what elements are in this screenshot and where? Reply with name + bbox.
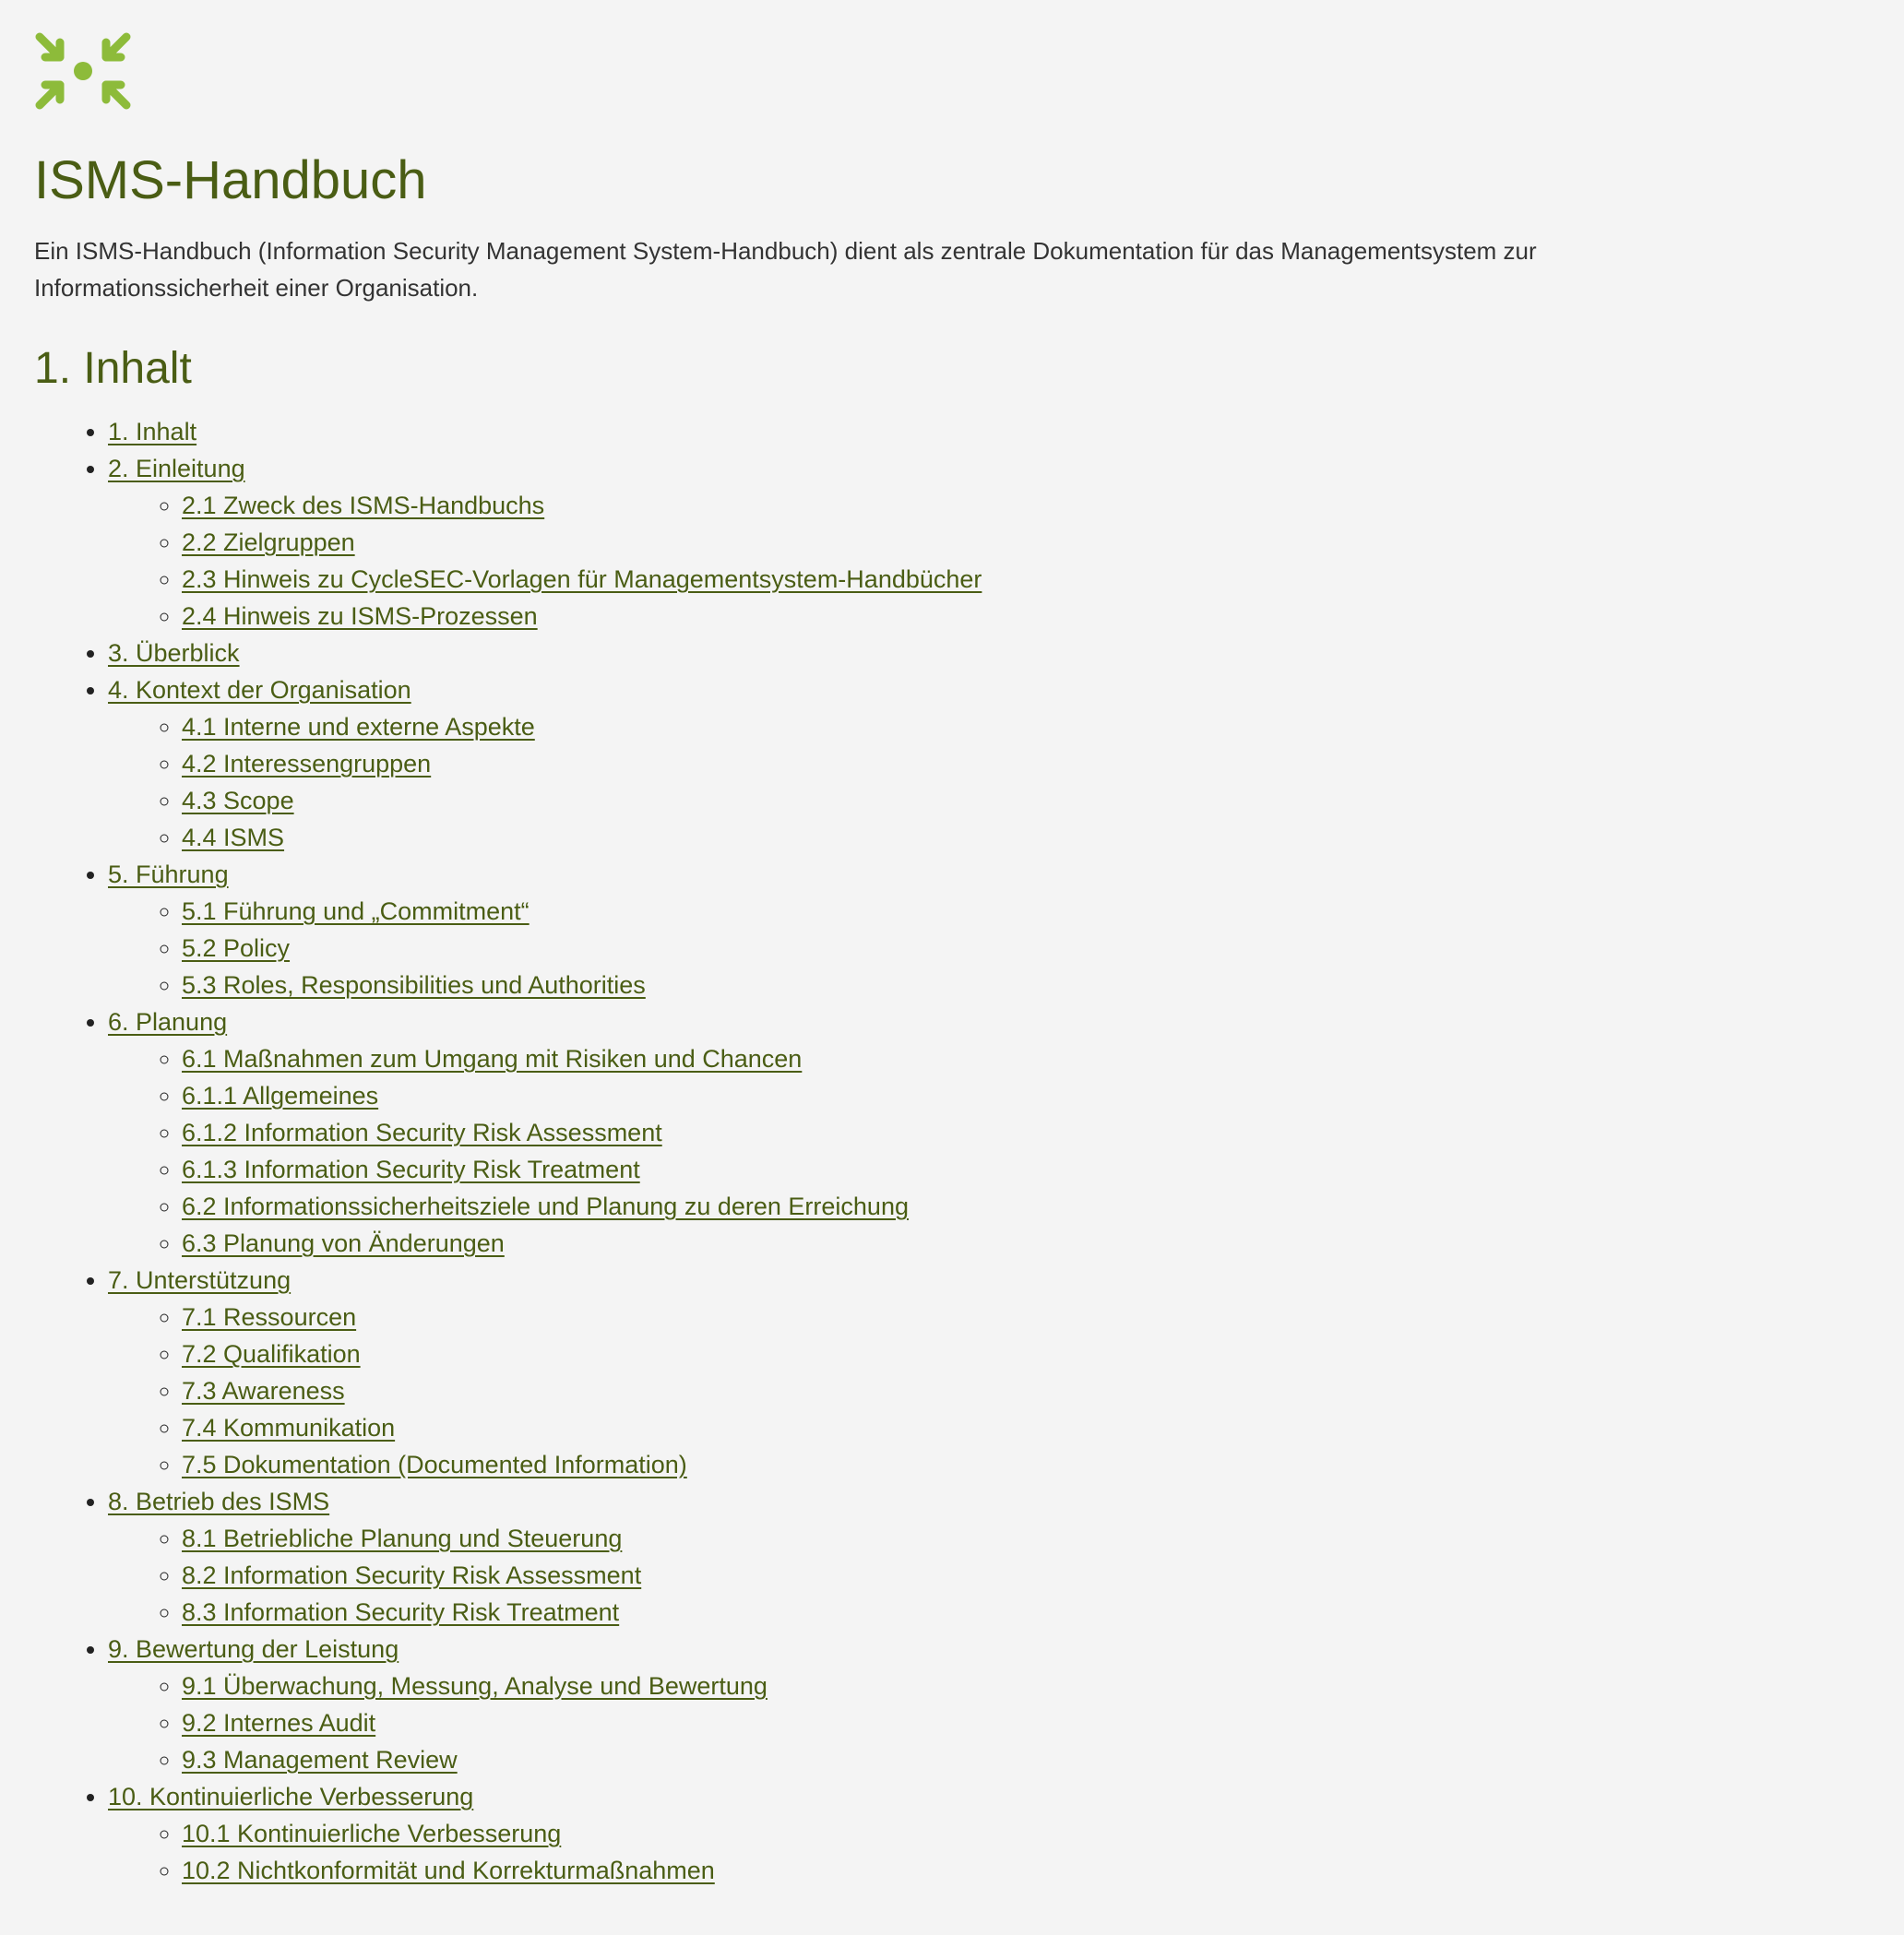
toc-sublink[interactable]: 6.2 Informationssicherheitsziele und Planung zu deren Erreichung — [182, 1193, 909, 1220]
toc-link[interactable]: 2. Einleitung — [108, 455, 245, 482]
toc-subitem — [182, 1188, 1870, 1225]
toc-subitem — [182, 1741, 1870, 1778]
toc-subitem — [182, 1594, 1870, 1631]
toc-link[interactable]: 10. Kontinuierliche Verbesserung — [108, 1783, 474, 1810]
toc-item — [108, 1003, 1870, 1262]
toc-sublink[interactable]: 9.1 Überwachung, Messung, Analyse und Bewertung — [182, 1672, 768, 1700]
toc-sublink[interactable]: 7.2 Qualifikation — [182, 1340, 361, 1368]
toc-subitem — [182, 1299, 1870, 1336]
toc-sublink[interactable]: 9.2 Internes Audit — [182, 1709, 376, 1737]
toc-sublink[interactable]: 8.1 Betriebliche Planung und Steuerung — [182, 1525, 623, 1552]
toc-subitem — [182, 1040, 1870, 1077]
toc-subitem — [182, 1077, 1870, 1114]
toc-subitem — [182, 745, 1870, 782]
toc-subitem — [182, 1852, 1870, 1889]
toc-link[interactable]: 1. Inhalt — [108, 418, 197, 445]
toc-sublink[interactable]: 7.3 Awareness — [182, 1377, 345, 1405]
toc-subitem — [182, 1557, 1870, 1594]
toc-sublink[interactable]: 4.2 Interessengruppen — [182, 750, 432, 778]
toc-item — [108, 450, 1870, 635]
toc-sublink[interactable]: 10.2 Nichtkonformität und Korrekturmaßnahmen — [182, 1857, 715, 1884]
toc-sublink[interactable]: 6.1 Maßnahmen zum Umgang mit Risiken und Chancen — [182, 1045, 803, 1073]
toc-item — [108, 1778, 1870, 1889]
toc-sublink[interactable]: 10.1 Kontinuierliche Verbesserung — [182, 1820, 562, 1847]
toc-subitem — [182, 893, 1870, 930]
toc-link[interactable]: 6. Planung — [108, 1008, 228, 1036]
toc-sublist — [108, 1815, 1870, 1889]
toc-subitem — [182, 1151, 1870, 1188]
toc-sublink[interactable]: 4.4 ISMS — [182, 824, 285, 851]
toc-sublink[interactable]: 7.1 Ressourcen — [182, 1303, 357, 1331]
toc-sublink[interactable]: 5.3 Roles, Responsibilities und Authorities — [182, 971, 646, 999]
toc-sublist — [108, 487, 1870, 635]
toc-link[interactable]: 7. Unterstützung — [108, 1266, 292, 1294]
toc-subitem — [182, 1446, 1870, 1483]
toc-subitem — [182, 1520, 1870, 1557]
toc-sublink[interactable]: 9.3 Management Review — [182, 1746, 458, 1774]
toc-item — [108, 1483, 1870, 1631]
toc-sublink[interactable]: 5.1 Führung und „Commitment“ — [182, 897, 530, 925]
table-of-contents — [34, 413, 1870, 1889]
toc-item — [108, 856, 1870, 1003]
toc-heading: 1. Inhalt — [34, 344, 192, 393]
toc-item — [108, 1262, 1870, 1483]
toc-subitem — [182, 487, 1870, 524]
intro-paragraph: Ein ISMS-Handbuch (Information Security Management System-Handbuch) dient als zentrale Dokumentation für das Managementsystem zur Informationssicherheit einer Organisation. — [34, 237, 1537, 302]
toc-sublink[interactable]: 8.3 Information Security Risk Treatment — [182, 1598, 620, 1626]
toc-item — [108, 635, 1870, 671]
toc-link[interactable]: 4. Kontext der Organisation — [108, 676, 411, 704]
toc-sublink[interactable]: 6.3 Planung von Änderungen — [182, 1229, 505, 1257]
toc-subitem — [182, 930, 1870, 967]
toc-subitem — [182, 598, 1870, 635]
toc-sublist — [108, 1668, 1870, 1778]
toc-subitem — [182, 1336, 1870, 1372]
toc-sublink[interactable]: 6.1.3 Information Security Risk Treatment — [182, 1156, 640, 1183]
toc-subitem — [182, 708, 1870, 745]
toc-sublink[interactable]: 8.2 Information Security Risk Assessment — [182, 1561, 642, 1589]
page-title: ISMS-Handbuch — [34, 150, 427, 210]
toc-link[interactable]: 3. Überblick — [108, 639, 240, 667]
toc-sublink[interactable]: 2.2 Zielgruppen — [182, 528, 355, 556]
toc-sublink[interactable]: 2.3 Hinweis zu CycleSEC-Vorlagen für Managementsystem-Handbücher — [182, 565, 982, 593]
toc-sublist — [108, 893, 1870, 1003]
toc-subitem — [182, 1409, 1870, 1446]
toc-subitem — [182, 967, 1870, 1003]
toc-subitem — [182, 561, 1870, 598]
toc-sublink[interactable]: 7.4 Kommunikation — [182, 1414, 396, 1442]
toc-sublist — [108, 1520, 1870, 1631]
document-page — [34, 31, 1870, 1889]
toc-sublink[interactable]: 4.1 Interne und externe Aspekte — [182, 713, 535, 741]
toc-sublink[interactable]: 4.3 Scope — [182, 787, 294, 814]
toc-item — [108, 413, 1870, 450]
toc-sublink[interactable]: 2.1 Zweck des ISMS-Handbuchs — [182, 492, 545, 519]
toc-subitem — [182, 819, 1870, 856]
arrows-converge-logo-icon — [34, 31, 132, 111]
toc-sublink[interactable]: 6.1.2 Information Security Risk Assessment — [182, 1119, 662, 1146]
toc-subitem — [182, 1372, 1870, 1409]
toc-sublist — [108, 708, 1870, 856]
toc-subitem — [182, 1114, 1870, 1151]
toc-subitem — [182, 1668, 1870, 1704]
toc-subitem — [182, 1815, 1870, 1852]
toc-link[interactable]: 5. Führung — [108, 861, 229, 888]
toc-subitem — [182, 1225, 1870, 1262]
toc-sublink[interactable]: 5.2 Policy — [182, 934, 291, 962]
toc-sublink[interactable]: 7.5 Dokumentation (Documented Information) — [182, 1451, 687, 1478]
toc-subitem — [182, 782, 1870, 819]
toc-subitem — [182, 1704, 1870, 1741]
toc-link[interactable]: 9. Bewertung der Leistung — [108, 1635, 399, 1663]
toc-sublist — [108, 1299, 1870, 1483]
toc-sublink[interactable]: 6.1.1 Allgemeines — [182, 1082, 379, 1110]
toc-item — [108, 1631, 1870, 1778]
toc-sublink[interactable]: 2.4 Hinweis zu ISMS-Prozessen — [182, 602, 538, 630]
toc-item — [108, 671, 1870, 856]
toc-sublist — [108, 1040, 1870, 1262]
toc-subitem — [182, 524, 1870, 561]
toc-link[interactable]: 8. Betrieb des ISMS — [108, 1488, 330, 1515]
